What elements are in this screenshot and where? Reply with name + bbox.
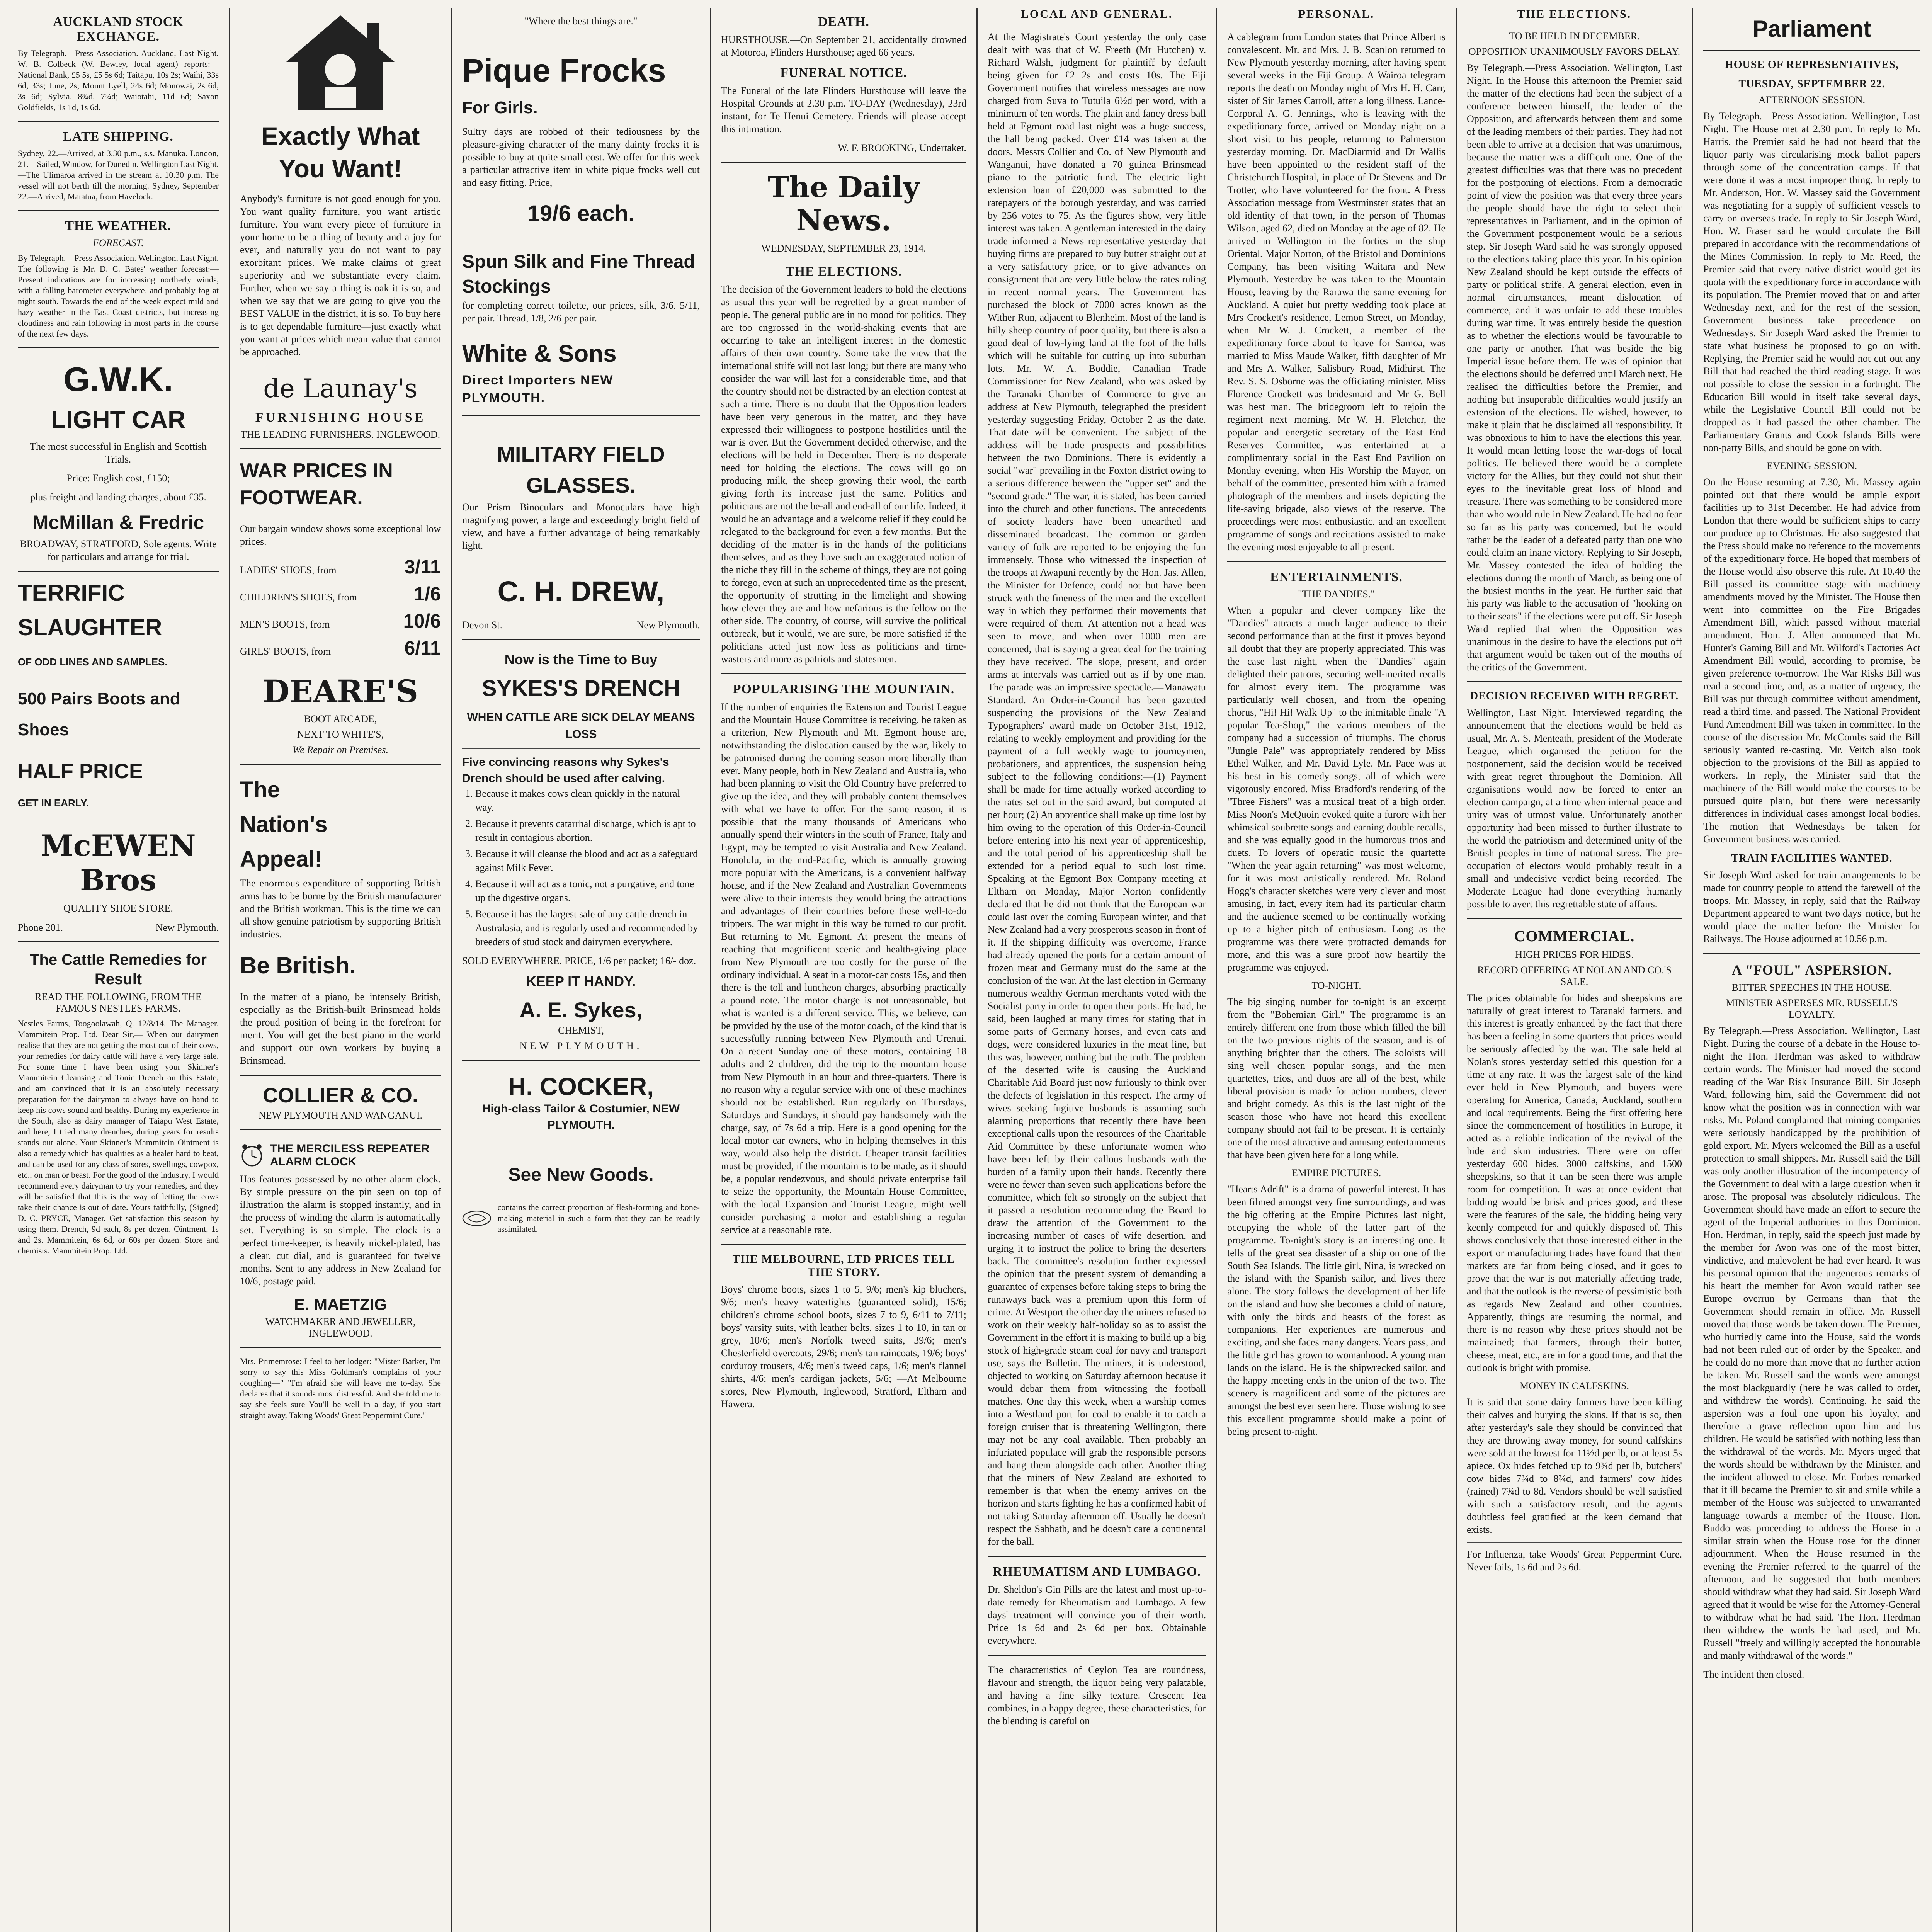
foul-aspersion-heading: A "FOUL" ASPERSION. (1731, 962, 1892, 978)
calfskins-text: It is said that some dairy farmers have been killing their calves and burying the skins. If that is so, then after yesterday's sale they should be convinced that they are throwing away money, for sound calfskins were sold at the lowest for 11½d per lb, or at least 5s apiece. Ox hides fetched up to 9¾d per lb, butchers' cow hides 7¾d to 8¾d, and farmers' cow hides (rained) 7¾d to 8d. Vendors should be well satisfied with such a satisfactory result, and the agents doubtless feel gratified at the keen demand that exists. (1467, 1396, 1682, 1535)
now-is-time-heading: Now is the Time to Buy (504, 651, 658, 667)
mcewen-logo: McEWEN Bros (41, 828, 196, 897)
divider (1467, 918, 1682, 919)
personal-heading: PERSONAL. (1227, 8, 1446, 25)
price-value: 6/11 (404, 637, 441, 659)
pairs-heading: 500 Pairs Boots and Shoes (18, 689, 180, 739)
price-row (240, 556, 441, 578)
half-price-heading: HALF PRICE (18, 760, 143, 783)
leading-furnishers-text: THE LEADING FURNISHERS. INGLEWOOD. (240, 429, 440, 440)
war-prices-text: Our bargain window shows some exceptional low prices. (240, 523, 441, 547)
drew-address (462, 619, 700, 631)
local-general-heading: LOCAL AND GENERAL. (988, 8, 1206, 25)
spun-silk-text: for completing correct toilette, our prices, silk, 3/6, 5/11, per pair. Thread, 1/8, 2/6 per pair. (462, 300, 700, 324)
divider (721, 673, 966, 674)
cattle-remedies-heading: The Cattle Remedies for Result (30, 951, 207, 988)
elections-editorial-heading: THE ELECTIONS. (785, 264, 902, 279)
incident-closed-text: The incident then closed. (1703, 1669, 1804, 1680)
price-item: LADIES' SHOES, from (240, 565, 337, 576)
list-item: 1. Because it makes cows clean quickly in the natural way. (475, 787, 700, 815)
train-facilities-heading: TRAIN FACILITIES WANTED. (1731, 852, 1893, 864)
parliament-heading: Parliament (1752, 16, 1871, 42)
phone-number: Phone 201. (18, 922, 63, 933)
stock-exchange-heading: AUCKLAND STOCK EXCHANGE. (53, 15, 184, 44)
funeral-notice-text: The Funeral of the late Flinders Hursthouse will leave the Hospital Grounds at 2.30 p.m. TO-DAY (Wednesday), 23rd instant, for Te Henui Cemetery. Friends will please accept this intimation. (721, 85, 966, 134)
divider (240, 1347, 441, 1348)
military-glasses-text: Our Prism Binoculars and Monoculars have high magnifying power, a large and exceedingly bright field of view, and have a further advantage of being remarkably light. (462, 502, 700, 551)
elections-news-text: By Telegraph.—Press Association. Wellington, Last Night. In the House this afternoon the Premier said the matter of the elections had been the subject of a conference between himself, the leader of the Opposition, and afterwards between them and some of the leading members of their parties. They had not been able to arrive at a decision that was unanimous, because the matter was a difficult one. One of the greatest difficulties was that there was no precedent for the postponing of elections. From a democratic point of view the position was that every three years the people should have the right to select their representatives in Parliament, and in the opinion of the Government postponement would be a serious step. Sir Joseph Ward said he was strongly opposed to the elections taking place this year. In his opinion New Zealand should be kept outside the effects of party or political strife. A general election, even in normal circumstances, meant dislocation of commerce, and it was unfair to add these troubles during war time. It was entirely beside the question as to whether the elections would be favourable to one party or another. That was beside the big Imperial issue before them. He was of opinion that the elections should be deferred until March next. He realised the difficulties before the Premier, and nothing but insuperable difficulties would justify an extension of the elections. He wished, however, to make it plain that he disclaimed all responsibility. It was obnoxious to him to have the elections this year. It would mean letting loose the war-dogs of local politics. He believed there would be a complete victory for the Allies, but they could not shut their eyes to the inevitable great loss of blood and treasure. There was something to be considered more than who would rule in New Zealand. He had no fear so far as his party was concerned, but he would rather be the leader of a defeated party than one who could claim an inane victory. Replying to Sir Joseph, Mr. Massey contested the idea of holding the elections during the month of March, as being one of the busiest months in the year. He further said that his party was liable to the accusation of "hooking on to their seats" if the elections were put off. Sir Joseph Ward replied that when the Opposition was unanimous in the desire to have the elections put off that argument would be taken out of the mouths of the critics of the Government. (1467, 62, 1682, 673)
commercial-heading: COMMERCIAL. (1514, 927, 1635, 945)
exactly-what-you-want-heading: Exactly What You Want! (261, 122, 420, 183)
house-of-reps-heading: HOUSE OF REPRESENTATIVES, (1725, 59, 1899, 71)
mcewen-contact (18, 922, 219, 934)
five-reasons-heading: Five convincing reasons why Sykes's Drench should be used after calving. (462, 756, 669, 785)
house-with-man-icon (282, 12, 398, 112)
keep-handy-heading: KEEP IT HANDY. (526, 973, 636, 989)
divider (1703, 953, 1920, 954)
alarm-clock-heading: THE MERCILESS REPEATER ALARM CLOCK (270, 1142, 430, 1168)
maetzig-logo: E. MAETZIG (294, 1295, 387, 1313)
divider (240, 448, 441, 449)
masthead: The Daily News. (767, 171, 920, 237)
divider (1703, 50, 1920, 51)
divider (462, 1060, 700, 1061)
alarm-clock-icon (240, 1138, 264, 1173)
late-shipping-text: Sydney, 22.—Arrived, at 3.30 p.m., s.s. Manuka. London, 21.—Sailed, Window, for Dunedin. Wellington Last Night.—The Ulimaroa arrived in the stream at 10.30 p.m. The vessel will not berth till the morning. Sydney, September 22.—Arrived, Matatua, from Havelock. (18, 148, 219, 201)
price-row (240, 583, 441, 605)
afternoon-session-text: By Telegraph.—Press Association. Wellington, Last Night. The House met at 2.30 p.m. In reply to Mr. Harris, the Premier said he had not heard that the liquor party was circularising mock ballot papers through some of the concentration camps. If that were done it was a most improper thing. In reply to Mr. Anderson, Hon. W. Massey said the Government was negotiating for a supply of sufficient vessels to carry on overseas trade. In reply to Sir Joseph Ward, Hon. W. Fraser said he would circulate the Bill prepared in accordance with the recommendations of the Mines Commission. In reply to Mr. Reed, the Premier said that every native district would get its quota with the expeditionary force in accordance with its population. The Premier moved that on and after Wednesday next, and for the rest of the session, Government business take precedence on Wednesdays. Sir Joseph Ward asked the Premier to state what business he proposed to go on with. Replying, the Premier said he would not cut out any Bill that had reached the third reading stage. It was not possible to close the session in a fortnight. The Education Bill would in itself take several days, while the Legislative Council Bill could not be dropped as it had passed the other chamber. The Parliamentary Grants and Cook Islands Bills were non-party Bills, and should be gone on with. (1703, 111, 1920, 453)
column-5 (978, 8, 1217, 1932)
column-3 (452, 8, 711, 1932)
gwk-price: Price: English cost, £150; (66, 473, 170, 484)
divider (1467, 1542, 1682, 1543)
sold-everywhere-text: SOLD EVERYWHERE. PRICE, 1/6 per packet; 16/- doz. (462, 955, 696, 966)
undertaker-signature: W. F. BROOKING, Undertaker. (838, 142, 966, 153)
mountain-editorial-heading: POPULARISING THE MOUNTAIN. (733, 682, 955, 696)
next-to-whites-text: NEXT TO WHITE'S, (297, 729, 384, 740)
pique-price: 19/6 each. (527, 201, 635, 226)
new-plymouth-text: NEW PLYMOUTH. (519, 1040, 643, 1051)
divider (462, 415, 700, 416)
cocker-logo: H. COCKER, (508, 1073, 654, 1100)
list-item: 4. Because it will act as a tonic, not a purgative, and tone up the digestive organs. (475, 877, 700, 905)
ae-sykes-logo: A. E. Sykes, (519, 998, 643, 1022)
hides-subheading: HIGH PRICES FOR HIDES. (1515, 949, 1634, 960)
chemist-text: CHEMIST, (558, 1025, 604, 1036)
regret-heading: DECISION RECEIVED WITH REGRET. (1470, 690, 1679, 702)
tonight-heading: TO-NIGHT. (1311, 980, 1361, 991)
repair-text: We Repair on Premises. (293, 744, 388, 755)
hides-text: The prices obtainable for hides and sheepskins are naturally of great interest to Taranaki farmers, and this interest is greatly enhanced by the fact that there has been a feeling in some quarters that prices would be seriously affected by the war. The sale held at Nolan's stores yesterday settled this question for a time at any rate. It was the largest sale of the kind ever held in New Plymouth, and buyers were operating for America, Canada, Auckland, southern and local requirements. Being the first offering here since the commencement of hostilities in Europe, it acted as a reliable indication of the revival of the hide and skin industries. There were on offer yesterday 600 hides, 3000 calfskins, and 1500 sheepskins, so that it can be seen there was ample room for competition. It was at once evident that bidding would be brisk and prices good, and these were the features of the sale, the bidding being very keenly competed for and quickly disposed of. This shows conclusively that those interested either in the export or manufacturing trades have found that their markets are far from being closed, and it goes to prove that the war is not materially affecting trade, and that the outlook is the reverse of pessimistic both as regards New Zealand and other countries. Apparently, things are resuming the normal, and there is no reason why these prices should not be maintained; that farmers, through their butter, cheese, meat, etc., are in for a good time, and that the outlook is bright with promise. (1467, 992, 1682, 1373)
spun-silk-heading: Spun Silk and Fine Thread Stockings (462, 252, 695, 297)
column-6 (1217, 8, 1457, 1932)
funeral-notice-heading: FUNERAL NOTICE. (780, 66, 907, 80)
forecast-text: By Telegraph.—Press Association. Wellington, Last Night. The following is Mr. D. C. Bates' weather forecast:— Present indications are for increasing northerly winds, with a falling barometer everywhere, and probably fog at night south. Towards the end of the week expect mild and hazy weather in the East Coast districts, but increasing cloudiness and rain following in most parts in the course of the next few days. (18, 253, 219, 338)
pique-frocks-text: Sultry days are robbed of their tediousness by the pleasure-giving character of the many dainty frocks it is possible to buy at quite small cost. We offer for this week a particular attractive item in white pique frocks well cut and easy fitting. Price, (462, 126, 700, 188)
rheumatism-text: Dr. Sheldon's Gin Pills are the latest and most up-to-date remedy for Rheumatism and Lumbago. A few days' treatment will convince you of their worth. Price 1s 6d and 2s 6d per box. Obtainable everywhere. (988, 1584, 1206, 1646)
divider (988, 1556, 1206, 1557)
gwk-text: The most successful in English and Scottish Trials. (30, 441, 207, 465)
price-value: 3/11 (404, 556, 441, 578)
furnishing-house-heading: FURNISHING HOUSE (255, 410, 426, 425)
glaxo-logo-icon (462, 1201, 491, 1236)
list-item: 2. Because it prevents catarrhal discharge, which is apt to result in contagious abortion. (475, 817, 700, 845)
nations-line: The (240, 777, 280, 802)
mcmillan-address: BROADWAY, STRATFORD, Sole agents. Write for particulars and arrange for trial. (20, 538, 217, 562)
divider (18, 121, 219, 122)
reasons-list (462, 787, 700, 949)
divider (18, 941, 219, 942)
empire-pictures-text: "Hearts Adrift" is a drama of powerful interest. It has been filmed amongst very fine surroundings, and was the big offering at the Empire Pictures last night, occupying the whole of the latter part of the programme. To-night's story is an interesting one. It tells of the great sea disaster of a ship on one of the South Sea Islands. The little girl, Nina, is wrecked on the island with the Spanish sailor, and lives there alone. The story follows the development of her life on the island and how she becomes a child of nature, with only the birds and beasts of the forest as companions. Her experiences are numerous and exciting, and she faces many dangers. Years pass, and the little girl has grown to womanhood. A young man lands on the island. He is the shipwrecked sailor, and the happy meeting ends in the union of the two. The scenery is magnificent and some of the pictures are amongst the best ever seen here. Those wishing to see this excellent programme should make a point of being present to-night. (1227, 1184, 1446, 1437)
drew-street: Devon St. (462, 619, 502, 631)
regret-text: Wellington, Last Night. Interviewed regarding the announcement that the elections would be held as usual, Mr. A. S. Menteath, president of the Moderate League, which organised the petition for the postponement, said the decision would be received with great regret throughout the Dominion. All organisations would now be forced to enter an election campaign, at a time when internal peace and unity was of utmost value. Unfortunately another opportunity had been missed to further illustrate to the world the patriotism and determined unity of the British peoples in time of national stress. The pre-occupation of electors would probably result in a small and undecisive verdict being recorded. The Moderate League had done everything humanly possible to avert this regrettable state of affairs. (1467, 707, 1682, 910)
divider (721, 1244, 966, 1245)
divider (1467, 681, 1682, 682)
tagline: "Where the best things are." (524, 15, 638, 27)
dateline: WEDNESDAY, SEPTEMBER 23, 1914. (721, 240, 966, 257)
divider (240, 1075, 441, 1076)
melbourne-heading: THE MELBOURNE, LTD PRICES TELL THE STORY. (732, 1253, 955, 1279)
list-item: 5. Because it has the largest sale of any cattle drench in Australasia, and is regularly used and recommended by breeders of stud stock and dairymen everywhere. (475, 907, 700, 949)
personal-text: A cablegram from London states that Prince Albert is convalescent. Mr. and Mrs. J. B. Scanlon returned to New Plymouth yesterday morning, after having spent several weeks in the Fiji Group. A Wairoa telegram reports the death on Monday night of Mrs H. H. Carr, sister of Sir James Carroll, after a long illness. Lance-Corporal A. G. Jennings, who is leaving with the expeditionary force, arrived on Monday night on a short visit to his people, returning to Palmerston yesterday morning. Dr. MacDiarmid and Dr Wallis have been appointed to the resident staff of the Christchurch Hospital, in place of Dr Stevens and Dr Trotter, who have volunteered for the front. A Press Association message from Westminster states that an old identity of that town, in the person of Thomas Wilson, aged 62, died on Monday at the age of 82. He arrived in Wellington in the forties in the ship Oriental. Major Norton, of the Bristol and Dominions Company, has been visiting Waitara and New Plymouth. Yesterday he was taken to the Mountain House, leaving by the Rarawa the same evening for Auckland. A quiet but pretty wedding took place at Mrs Crockett's residence, Lemon Street, on Monday, when Mr W. J. Crockett, a member of the expeditionary force about to leave for Samoa, was married to Miss Maude Walker, fifth daughter of Mr and Mrs A. Walker, Salisbury Road, Midhirst. The Rev. S. S. Osborne was the officiating minister. Miss Florence Crockett was bridesmaid and Mr G. Bell was best man. The bridegroom left to rejoin the regiment next morning. Mr W. H. Fletcher, the popular and energetic secretary of the East End Reserves Committee, was entertained at a complimentary social in the East End Pavilion on Monday evening, when His Worship the Mayor, on behalf of the committee, presented him with a framed photograph of the members and insets depicting the life-saving brigade, also views of the reserve. The proceedings were most enthusiastic, and an excellent programme of songs and recitations assisted to make the evening most enjoyable to all present. (1227, 31, 1446, 553)
peppermint-cure-verse: Mrs. Primemrose: I feel to her lodger: "Mister Barker, I'm sorry to say this Miss Goldman's complains of your coughing—" "I'm afraid she will leave me to-day. She declares that it sounds most distressful. And she told me to say she feels sure You'll be well in a day, if you start straight away, Taking Woods' Great Peppermint Cure." (240, 1356, 441, 1420)
tonight-text: The big singing number for to-night is an excerpt from the "Bohemian Girl." The programme is an entirely different one from those which filled the bill on the two previous nights of the season, and is of anything brighter than the others. The soloists will sing well chosen popular songs, and the men quartettes, trios, and duos are all of the best, while liberal provision is made for action numbers, clever and bright comedy. As this is the last night of the season those who have not heard this excellent company should not fail to be present. It is certainly one of the most attractive and amusing entertainments that have been given here for a long while. (1227, 996, 1446, 1160)
deares-logo: DEARE'S (262, 673, 418, 709)
collier-address: NEW PLYMOUTH AND WANGANUI. (259, 1110, 422, 1121)
death-notice-text: HURSTHOUSE.—On September 21, accidentally drowned at Motoroa, Flinders Hursthouse; aged 66 years. (721, 34, 966, 58)
elections-editorial-text: The decision of the Government leaders to hold the elections as usual this year will be regretted by a great number of people. The general public are in no mood for politics. They are too engrossed in the world-shaking events that are occurring to take an intelligent interest in the domestic affairs of their own country. Some take the view that the international strife will not last long; but there are many who consider the war will last for a considerable time, and that the country should not be distracted by an election contest at such a time. There is no doubt that the Opposition leaders have been very generous in the matter, and they have expressed their willingness to postpone hostilities until the war is over. But the Government decided otherwise, and the elections will be held in December. There is no desperate need for holding the elections. The cows will go on producing milk, the sheep growing their wool, the earth giving forth its increase just the same. Politics and politicians are not the be-all and end-all of our life. Indeed, it would be an advantage and a welcome relief if they could be relegated to the background for even a few months. But the deciding of the matter is in the hands of the politicians themselves, and as they have such an exaggerated notion of the niche they fill in the scheme of things, they are not going to forego, even at such an unprecedented time as the present, the opportunity of strutting in the limelight and showing how clever they are and how nefarious is the fellow on the other side. The country, of course, will survive the political outbreak, but it would, we are sure, be more satisfied if the politicians acted just now less as politicians and time-wasters and more as patriots and statesmen. (721, 284, 966, 665)
afternoon-session-heading: AFTERNOON SESSION. (1759, 94, 1865, 105)
price-item: MEN'S BOOTS, from (240, 619, 330, 630)
boot-arcade-text: BOOT ARCADE, (304, 713, 377, 724)
collier-logo: COLLIER & CO. (263, 1084, 418, 1107)
evening-session-heading: EVENING SESSION. (1767, 460, 1857, 471)
divider (18, 210, 219, 211)
quality-shoe-store: QUALITY SHOE STORE. (63, 903, 173, 914)
gwk-freight: plus freight and landing charges, about £35. (30, 492, 206, 503)
pique-frocks-heading: Pique Frocks (462, 52, 666, 88)
calfskins-heading: MONEY IN CALFSKINS. (1520, 1380, 1629, 1391)
stock-exchange-text: By Telegraph.—Press Association. Auckland, Last Night. W. B. Colbeck (W. Bewley, local agent) reports:— National Bank, £5 5s, £5 5s 6d; Taitapu, 10s 2s; Waihi, 33s 6d, 33s; June, 2s; Mount Lyell, 24s 6d; Monowai, 2s 6d, 3s 6d; Sylvia, 8¾d, 7¾d; Waiotahi, 11d 6d; Saxon Goldfields, 1s 1d, 1s 6d. (18, 48, 219, 112)
column-8 (1693, 8, 1930, 1932)
empire-pictures-heading: EMPIRE PICTURES. (1291, 1167, 1381, 1179)
glaxo-text: contains the correct proportion of flesh-forming and bone-making material in such a form that they can be readily assimilated. (497, 1202, 700, 1234)
gwk-logo: G.W.K. (63, 360, 173, 398)
column-4 (711, 8, 978, 1932)
price-item: CHILDREN'S SHOES, from (240, 592, 357, 603)
woods-cure-text: For Influenza, take Woods' Great Peppermint Cure. Never fails, 1s 6d and 2s 6d. (1467, 1549, 1682, 1573)
slaughter-heading: SLAUGHTER (18, 614, 162, 640)
see-new-goods-heading: See New Goods. (508, 1165, 654, 1185)
divider (240, 1129, 441, 1130)
divider (18, 571, 219, 572)
direct-importers-text: Direct Importers NEW PLYMOUTH. (462, 373, 614, 405)
be-british-heading: Be British. (240, 952, 356, 978)
nations-line: Appeal! (240, 847, 322, 872)
divider (1227, 561, 1446, 562)
terrific-heading: TERRIFIC (18, 580, 125, 606)
cattle-remedies-text: Nestles Farms, Toogoolawah, Q. 12/8/14. The Manager, Mammitein Prop. Ltd. Dear Sir,— When our dairymen realise that they are not getting the most out of their cows, your remedies for dairy cattle will have a very large sale. For some time I have been using your Skinner's Mammitein Cleansing and Tonic Drench on this Estate, and am convinced that it is an absolutely necessary preparation for the dairyman to always have on hand to keep his cows sound and healthy. During my experience in the South, also as dairy manager of Taiapu West Estate, and here, I tried many drenches, during years for results stands out alone. Your Skinner's Mammitein Ointment is also a remedy which has qualities as a healer hard to beat, and can be used for any class of sores, swellings, cowpox, etc., on man or beast. For the good of the industry, I would recommend every dairyman to try your remedies, and they will be satisfied that this is the way of letting the cows take their chance is out of date. Yours faithfully, (Signed) D. C. PRYCE, Manager. Get satisfaction this season by using them. Drench, 9d each, 8s per dozen. Ointment, 1s and 2s. Mammitein, 6s 6d, or 60s per dozen. Store and chemists. Mammitein Prop. Ltd. (18, 1019, 219, 1255)
entertainments-heading: ENTERTAINMENTS. (1270, 570, 1403, 584)
list-item: 3. Because it will cleanse the blood and act as a safeguard against Milk Fever. (475, 847, 700, 875)
military-glasses-heading: MILITARY FIELD GLASSES. (497, 442, 665, 497)
mcmillan-heading: McMillan & Fredric (32, 512, 204, 533)
drew-town: New Plymouth. (636, 619, 700, 631)
dandies-heading: "THE DANDIES." (1298, 588, 1375, 600)
late-shipping-heading: LATE SHIPPING. (63, 129, 173, 144)
mountain-editorial-text: If the number of enquiries the Extension and Tourist League and the Mountain House Committee is receiving, be taken as a criterion, New Plymouth and Mt. Egmont house are, notwithstanding the dislocation caused by the war, likely to be patronised during the coming season more liberally than ever. Many people, both in New Zealand and Australia, who had been planning to visit the Old Country have preferred to give up the idea, and they will probably content themselves with what we have to offer. For the same reason, it is possible that the many thousands of Americans who annually spend their winters in the south of France, Italy and Egypt, may be tempted to visit Australia and New Zealand. Honolulu, in the mid-Pacific, which is annually growing more popular with the Americans, is a convenient halfway house, and if the New Zealand and Australian Governments were alive to their interests they would bring the attractions and advantages of their countries before these well-to-do trippers. The war might in this way be turned to our profit. But returning to Mt. Egmont. At present the means of reaching that magnificent scenic and health-giving place from New Plymouth are too costly for the purse of the ordinary individual. A seat in a motor-car costs 15s, and then there is the toll and luncheon charges, absorbing practically a pound note. The motor charge is not unreasonable, but what is wanted is a different service. This, we believe, can be provided by the use of the motor coach, of the kind that is successfully running between New Plymouth and Urenui. On a recent Sunday one of these motors, containing 18 adults and 2 children, did the trip to the mountain house from New Plymouth in an hour and three-quarters. There is no reason why a regular service with one of these machines should not be established. Run regularly on Thursdays, Saturdays and Sundays, it should pay handsomely with the charge, say, of 7s 6d a trip. Here is a good opening for the local motor car owners, who in helping themselves in this way, would also help the district. Cheaper transit facilities must be provided, if the mountain is to be made, as it should be, a popular rendezvous, and should private enterprise fail to seize the opportunity, the Mountain House Committee, with the local Expansion and Tourist League, might well consider purchasing a motor and establishing a regular service at a reasonable rate. (721, 701, 966, 1235)
when-cattle-sick-heading: WHEN CATTLE ARE SICK DELAY MEANS LOSS (467, 711, 695, 741)
for-girls-heading: For Girls. (462, 98, 538, 117)
de-launay-logo: de Launay's (263, 374, 418, 403)
nations-line: Nation's (240, 812, 328, 837)
town-name: New Plymouth. (155, 922, 219, 933)
cattle-remedies-subheading: READ THE FOLLOWING, FROM THE FAMOUS NESTLES FARMS. (35, 991, 202, 1014)
odd-lines-text: OF ODD LINES AND SAMPLES. (18, 656, 168, 668)
drew-logo: C. H. DREW, (497, 575, 665, 607)
melbourne-text: Boys' chrome boots, sizes 1 to 5, 9/6; men's kip bluchers, 9/6; men's heavy watertights (guaranteed solid), 15/6; children's chrome school boots, sizes 7 to 9, 6/11 to 7/11; boys' varsity suits, with leather belts, sizes 1 to 10, in tan or grey, 10/6; men's Norfolk tweed suits, 39/6; men's Chesterfield overcoats, 29/6; men's tan raincoats, 19/6; boys' corduroy trousers, 4/6; men's tweed caps, 1/6; men's flannel shirts, 4/6; men's cardigan jackets, 5/6; —At Melbourne stores, New Plymouth, Inglewood, Stratford, Eltham and Hawera. (721, 1284, 966, 1410)
forecast-heading: FORECAST. (93, 237, 144, 248)
death-heading: DEATH. (818, 15, 869, 29)
dandies-text: When a popular and clever company like the "Dandies" attracts a much larger audience to their second performance than at the first it proves beyond all doubt that they are properly appreciated. This was the case last night, when the "Dandies" again delighted their patrons, securing well-merited recalls for almost every item. The programme was particularly well chosen, and from the opening chorus, "Hi! Hi! Walk Up" to the inimitable finale "A popular Tea-Shop," the various members of the company had a succession of triumphs. The chorus "Jungle Pale" was appropriately rendered by Miss Ethel Walker, and Mr. David Lyle. Mr. Pace was at his best in his comedy songs, all of which were vigorously encored. Miss Bradford's rendering of the "Three Fishers" was a musical treat of a high order. Miss Noon's McQuoin evoked quite a furore with her whimsical soubrette songs and earning double recalls, and she was equally good in the humorous trios and duets. To lovers of operatic music the quartette "When the year again returning" was most welcome, for it was most artistically rendered. Mr. Roland Hogg's character sketches were very clever and most amusing, in fact, every item had its particular charm and the audience seemed to be continually working up to a higher pitch of enthusiasm. Long as the programme was there were protracted demands for more, and this was a sure proof how heartily the programme was enjoyed. (1227, 605, 1446, 973)
column-1 (8, 8, 230, 1932)
weather-heading: THE WEATHER. (65, 219, 172, 233)
rheumatism-heading: RHEUMATISM AND LUMBAGO. (993, 1565, 1201, 1579)
get-in-early-text: GET IN EARLY. (18, 797, 89, 809)
cocker-subheading: High-class Tailor & Costumier, NEW PLYMOUTH. (482, 1102, 680, 1131)
price-list (240, 556, 441, 659)
price-value: 10/6 (403, 610, 441, 632)
divider (721, 162, 966, 163)
divider (240, 764, 441, 765)
column-7 (1457, 8, 1693, 1932)
maetzig-address: WATCHMAKER AND JEWELLER, INGLEWOOD. (265, 1316, 416, 1339)
local-general-text: At the Magistrate's Court yesterday the only case dealt with was that of W. Freeth (Mr Hutchen) v. Richard Walsh, judgment for plaintiff by default being given for £2 2s and costs 10s. The Fiji Government notifies that wireless messages are now charged from Suva to Tutuila 6½d per word, with a minimum of ten words. The plain and fancy dress ball held at Egmont road last night was a huge success, the hall being packed. Over £14 was taken at the doors. Messrs Collier and Co. of New Plymouth and Wanganui, have donated a 70 guinea Brinsmead piano to the patriotic fund. The electric light extension loan of £20,000 was submitted to the ratepayers of the borough yesterday, and was carried by 256 votes to 75. As the figures show, very little interest was taken. A gentleman interested in the dairy trade informed a News representative yesterday that buying firms are prepared to buy butter straight out at a very satisfactory price, or to give advances on consignment that are very little below the rates ruling in recent normal years. The Government has purchased the block of 7000 acres known as the Wither Run, adjacent to Blenheim. Most of the land is hilly sheep country of poor quality, but there is also a good deal of low-lying land at the foot of the hills which will be suitable for cutting up into suburban lots. Mr. W. A. Boddie, Canadian Trade Commissioner for New Zealand, who was asked by the Taranaki Chamber of Commerce to give an address at New Plymouth, telegraphed the president yesterday suggesting Friday, October 2 as the date. That date will be convenient. The subject of the address will be trade prospects and possibilities between the two Dominions. There is evidently a social "war" prevailing in the Foxton district owing to a serious difference between the "upper set" and the "second grade." The war, it is stated, has been carried into the church and other functions. The antecedents of society leaders have been unearthed and disseminated broadcast. The common or garden variety of folk are reported to be enjoying the fun immensely. Those who witnessed the inspection of the troops at Awapuni recently by the Hon. Jas. Allen, the Minister for Defence, could not but have been struck with the fineness of the men and the excellent way in which they performed their movements that were required of them. At attention not a head was seen to move, and when over 1000 men are concerned, that is saying a great deal for the training they have received. The slope, present, and order arms at intervals was carried out as if by one man. The parade was an impressive spectacle.—Manawatu Standard. An Order-in-Council has been gazetted suspending the provisions of the New Zealand Typographers' award made on October 31st, 1912, relating to weekly employment and providing for the payment of a full weekly wage to journeymen, probationers, and apprentices, the suspension being subject to the following conditions:—(1) Payment shall be made for time actually worked according to the rates set out in the said award, but computed at per hour; (2) An apprentice shall make up time lost by him owing to the operation of this Order-in-Council before entering into his next year of apprenticeship, and the total period of his apprenticeship shall be extended for a period equal to such lost time. Speaking at the Egmont Box Company meeting at Eltham on Monday, Major Norton confidently declared that he did not think that the European war could last over the coming European winter, and that New Zealand had a very prosperous season in front of it. If the shipping difficulty was overcome, France had already opened the ports for a certain amount of frozen meat and Germany must do the same at the conclusion of the war. At the last election in Germany numerous wealthy German merchants voted with the Socialist party in order to open their ports. He had, he said, been laughed at many times for stating that in some parts of Germany horses, and even cats and dogs, were considered luxuries in the meat line, but this was, however, nothing but the truth. The problem of the deserted wife is causing the Auckland Charitable Aid Board just now furiously to think over the defects of legislation in this respect. The army of wives seeking fugitive husbands is assuming such alarming proportions that recently there have been exceptional calls upon the resources of the Charitable Aid Committee by these unfortunate women who have been left by their callous husbands with the burden of a family upon their hands. Recently there were no fewer than seven such applications before the committee, which felt so strongly on the subject that it passed a resolution recommending the Board to draw the attention of the Government to the increasing number of cases of wife desertion, and urging it to instruct the police to bring the deserters back. The committee's resolution further expressed the opinion that the present system of demanding a guarantee of expenses before taking steps to bring the runaways back was a premium upon this form of crime. At Westport the other day the miners refused to work on their weekly half-holiday so as to assist the Government in the effort it is making to build up a big stock of high-grade steam coal for navy and transport use, says the Bulletin. The miners, it is understood, objected to working on Saturday afternoon because it would debar them from witnessing the football matches. One day this week, when a warship comes into a Westland port for coal to enable it to catch a foreign cruiser that is threatening Wellington, there may not be any coal available. Then probably an infuriated populace will grab the responsible persons and hang them alongside each other. Another thing that the miners of New Zealand are exhorted to remember is that when the enemy arrives on the horizon and starts fighting he has a confirmed habit of not taking Saturday afternoon off. Usually he doesn't respect the Sabbath, and he doesn't care a continental for the ball. (988, 31, 1206, 1547)
war-prices-heading: WAR PRICES IN FOOTWEAR. (240, 459, 393, 509)
bitter-speeches-subheading: BITTER SPEECHES IN THE HOUSE. (1731, 982, 1892, 993)
evening-session-text: On the House resuming at 7.30, Mr. Massey again pointed out that there would be ample export facilities up to 31st December. He had advice from London that there would be sufficient ships to carry our produce up to Christmas. He also suggested that the Press should make no reference to the movements of the expeditionary force. He hoped that members of the House would also observe this rule. At 10.40 the Bill passed its committee stage with machinery amendments moved by the Minister. The House then went into committee on the Fire Brigades Amendment Bill, which passed without material amendment. Hon. J. Allen announced that Mr. Hunter's Gaming Bill and Mr. Wilford's Factories Act Amendment Bill would, according to promise, be given preference to-morrow. The War Risks Bill was read a second time, and, as a matter of urgency, the Bill was put through committee without amendment, read a third time, and passed. The National Provident Fund Amendment Bill was taken in committee. In the course of the discussion Mr. McCombs said the Bill seriously wanted re-casting. Mr. Veitch also took objection to the provisions of the Bill as applied to workers. In reply, the Minister said that the machinery of the Bill would make the courses to be pursued quite plain, but there were necessarily differences in individual cases amongst local bodies. The motion that Wednesdays be taken for Government business was carried. (1703, 476, 1920, 845)
price-item: GIRLS' BOOTS, from (240, 646, 331, 657)
record-offering-subheading: RECORD OFFERING AT NOLAN AND CO.'S SALE. (1477, 964, 1672, 987)
session-date-heading: TUESDAY, SEPTEMBER 22. (1738, 78, 1885, 90)
divider (18, 347, 219, 348)
sykes-drench-heading: SYKES'S DRENCH (481, 676, 680, 701)
white-sons-logo: White & Sons (462, 340, 617, 367)
minister-asperses-subheading: MINISTER ASPERSES MR. RUSSELL'S LOYALTY. (1726, 997, 1898, 1020)
glaxo-ad (462, 1201, 700, 1236)
ceylon-tea-text: The characteristics of Ceylon Tea are roundness, flavour and strength, the liquor being very palatable, and having a fine silky texture. Crescent Tea combines, in a happy degree, these characteristics, for the blending is careful on (988, 1664, 1206, 1726)
divider (462, 639, 700, 640)
alarm-clock-text: Has features possessed by no other alarm clock. By simple pressure on the pin seen on top of illustration the alarm is stopped instantly, and in the process of winding the alarm is automatically set. Everything is so simple. The clock is a perfect time-keeper, is heavily nickel-plated, has a clear, cut dial, and is guaranteed for twelve months. Sent to any address in New Zealand for 10/6, postage paid. (240, 1173, 441, 1287)
column-2 (230, 8, 452, 1932)
nations-appeal-heading (240, 772, 441, 877)
light-car-heading: LIGHT CAR (51, 406, 186, 434)
train-facilities-text: Sir Joseph Ward asked for train arrangements to be made for country people to attend the farewell of the troops. Mr. Massey, in reply, said that the Railway Department appeared to want two days' notice, but he would place the matter before the Minister for Railways. The House adjourned at 10.56 p.m. (1703, 869, 1920, 944)
price-row (240, 637, 441, 659)
divider (462, 748, 700, 749)
price-row (240, 610, 441, 632)
foul-aspersion-text: By Telegraph.—Press Association. Wellington, Last Night. During the course of a debate in the House to-night the Hon. Herdman was asked to withdraw certain words. The Minister had moved the second reading of the War Risk Insurance Bill. Sir Joseph Ward, following him, said the Government did not know what the position was in connection with war risks. Mr. Poland complained that mining companies were seriously handicapped by the prohibition of gold export. Mr. Myers welcomed the Bill as a useful protection to small shippers. Mr. Russell said the Bill was only another illustration of the incompetency of the Government to deal with a large question when it arose. The proposal was absolutely ridiculous. The Government should have made an effort to secure the agent of the Imperial authorities in this Dominion. Hon. Herdman, in reply, said the speech just made by the member for Avon was one of the most bitter, vindictive, and malevolent he had ever heard. It was his personal opinion that the ungenerous remarks of his heart the member for Avon would rather see Europe overrun by Germans than that the Government should remain in office. Mr. Russell moved that those words be taken down. The Premier, who hurriedly came into the House, said the words had not been ruled out of order by the Speaker, and he could do no more than move that no further action be taken. Mr. Russell said the words were amongst the most blackguardly (here he was called to order, and withdrew the words). Continuing, he said the aspersion was a foul one upon his loyalty, and therefore a grave reflection upon him and his children. He would be satisfied with nothing less than the withdrawal of the words. Mr. Myers urged that the words should be withdrawn by the Minister, and the incident allowed to close. Mr. Forbes remarked that it ill became the Premier to sit and smile while a member of the House was subjected to unwarranted language towards a member of the House. Hon. Buddo was proceeding to address the House in a similar strain when the House rose for the dinner adjournment. When the House resumed in the evening the Premier referred to the quarrel of the afternoon, and he suggested that both members should withdraw what they had said. Sir Joseph Ward agreed that it would be wise for the Attorney-General to withdraw what he had said. The Hon. Herdman then withdrew the words he had used, and Mr. Russell "freely and willingly accepted the honourable and manly withdrawal of the words." (1703, 1025, 1920, 1661)
divider (988, 1655, 1206, 1656)
newspaper-page (8, 8, 1930, 1932)
price-value: 1/6 (414, 583, 441, 605)
opposition-subheading: OPPOSITION UNANIMOUSLY FAVORS DELAY. (1468, 46, 1680, 57)
be-british-text: In the matter of a piano, be intensely British, especially as the British-built Brinsmead holds the proud position of being in the forefront for merit. You will get the best piano in the world and support our own workers by buying a Brinsmead. (240, 991, 441, 1066)
alarm-heading-row (240, 1138, 441, 1173)
furniture-text: Anybody's furniture is not good enough for you. You want quality furniture, you want artistic furniture. You want every piece of furniture in your home to be a thing of beauty and a joy for ever, and naturally you do not want to pay exorbitant prices. We make claims of great superiority and we substantiate every claim. Further, when we say a thing is oak it is so, and when we say that we are going to give you the BEST VALUE in the district, it is so. To buy here is to get dependable furniture—just exactly what you want at prices which mean value that cannot be approached. (240, 193, 441, 357)
nations-appeal-text: The enormous expenditure of supporting British arms has to be borne by the British manufacturer and the British workman. This is the time we can all show genuine patriotism by supporting British industries. (240, 878, 441, 940)
december-subheading: TO BE HELD IN DECEMBER. (1509, 31, 1640, 42)
elections-news-heading: THE ELECTIONS. (1467, 8, 1682, 25)
